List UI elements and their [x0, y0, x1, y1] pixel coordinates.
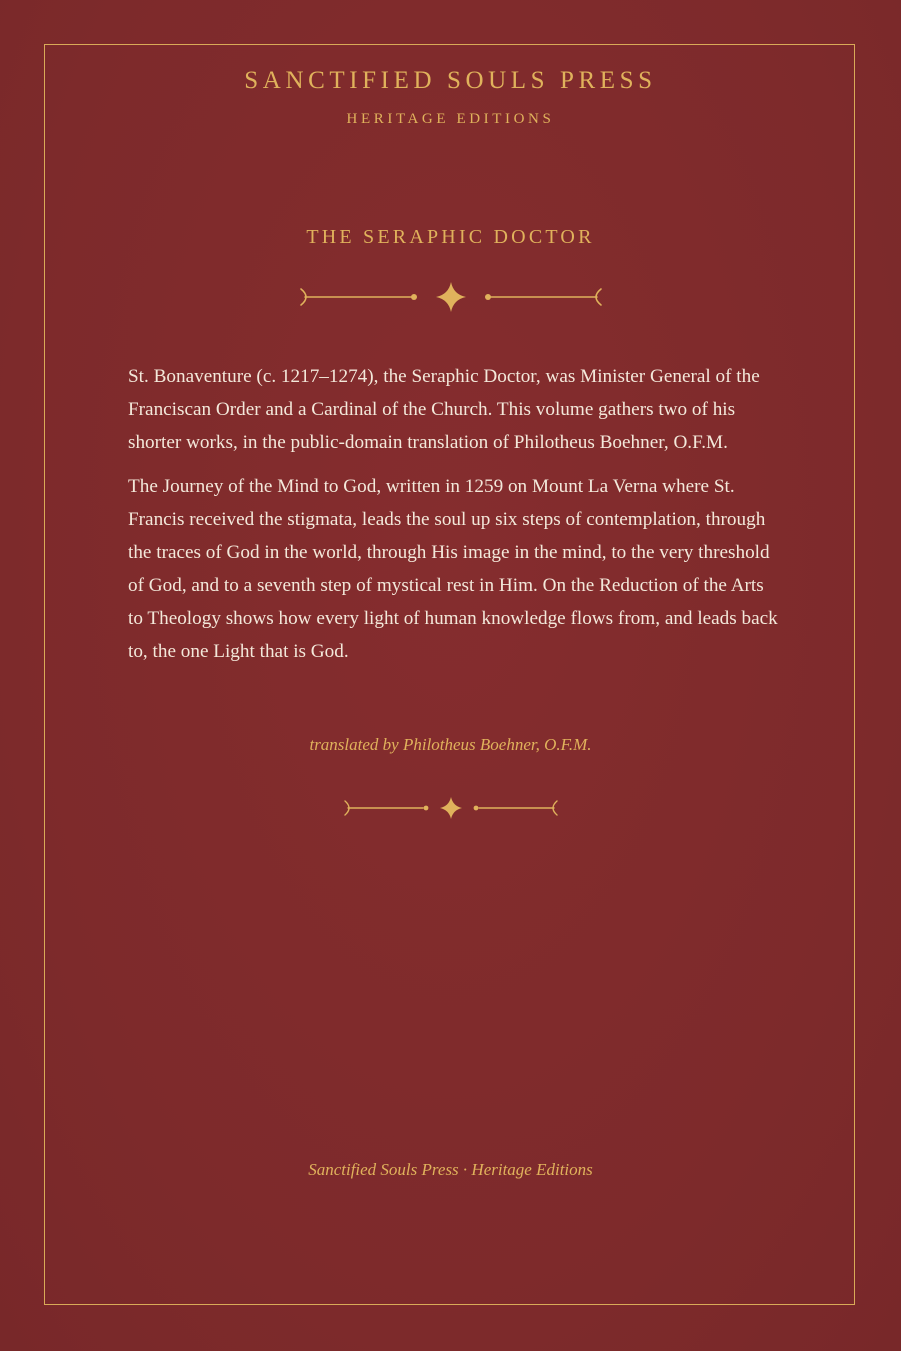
footer-imprint: Sanctified Souls Press · Heritage Editions: [308, 1160, 593, 1179]
section-title: THE SERAPHIC DOCTOR: [306, 226, 595, 248]
publisher-name: SANCTIFIED SOULS PRESS: [244, 67, 657, 94]
star-flourish-divider-icon: [0, 280, 901, 314]
imprint-name: HERITAGE EDITIONS: [346, 111, 555, 127]
translator-credit: translated by Philotheus Boehner, O.F.M.: [309, 735, 592, 754]
description-paragraph-1: St. Bonaventure (c. 1217–1274), the Seraphic Doctor, was Minister General of the Franciscan Order and a Cardinal of the Church. This volume gathers two of his shorter works, in the public-domain translation of Philotheus Boehner, O.F.M.: [128, 366, 760, 453]
description: [128, 360, 778, 679]
description-paragraph-2: The Journey of the Mind to God, written in 1259 on Mount La Verna where St. Francis received the stigmata, leads the soul up six steps of contemplation, through the traces of God in the world, through His image in the mind, to the very threshold of God, and to a seventh step of mystical rest in Him. On the Reduction of the Arts to Theology shows how every light of human knowledge flows from, and leads back to, the one Light that is God.: [128, 476, 778, 662]
star-flourish-divider-small-icon: [0, 794, 901, 822]
